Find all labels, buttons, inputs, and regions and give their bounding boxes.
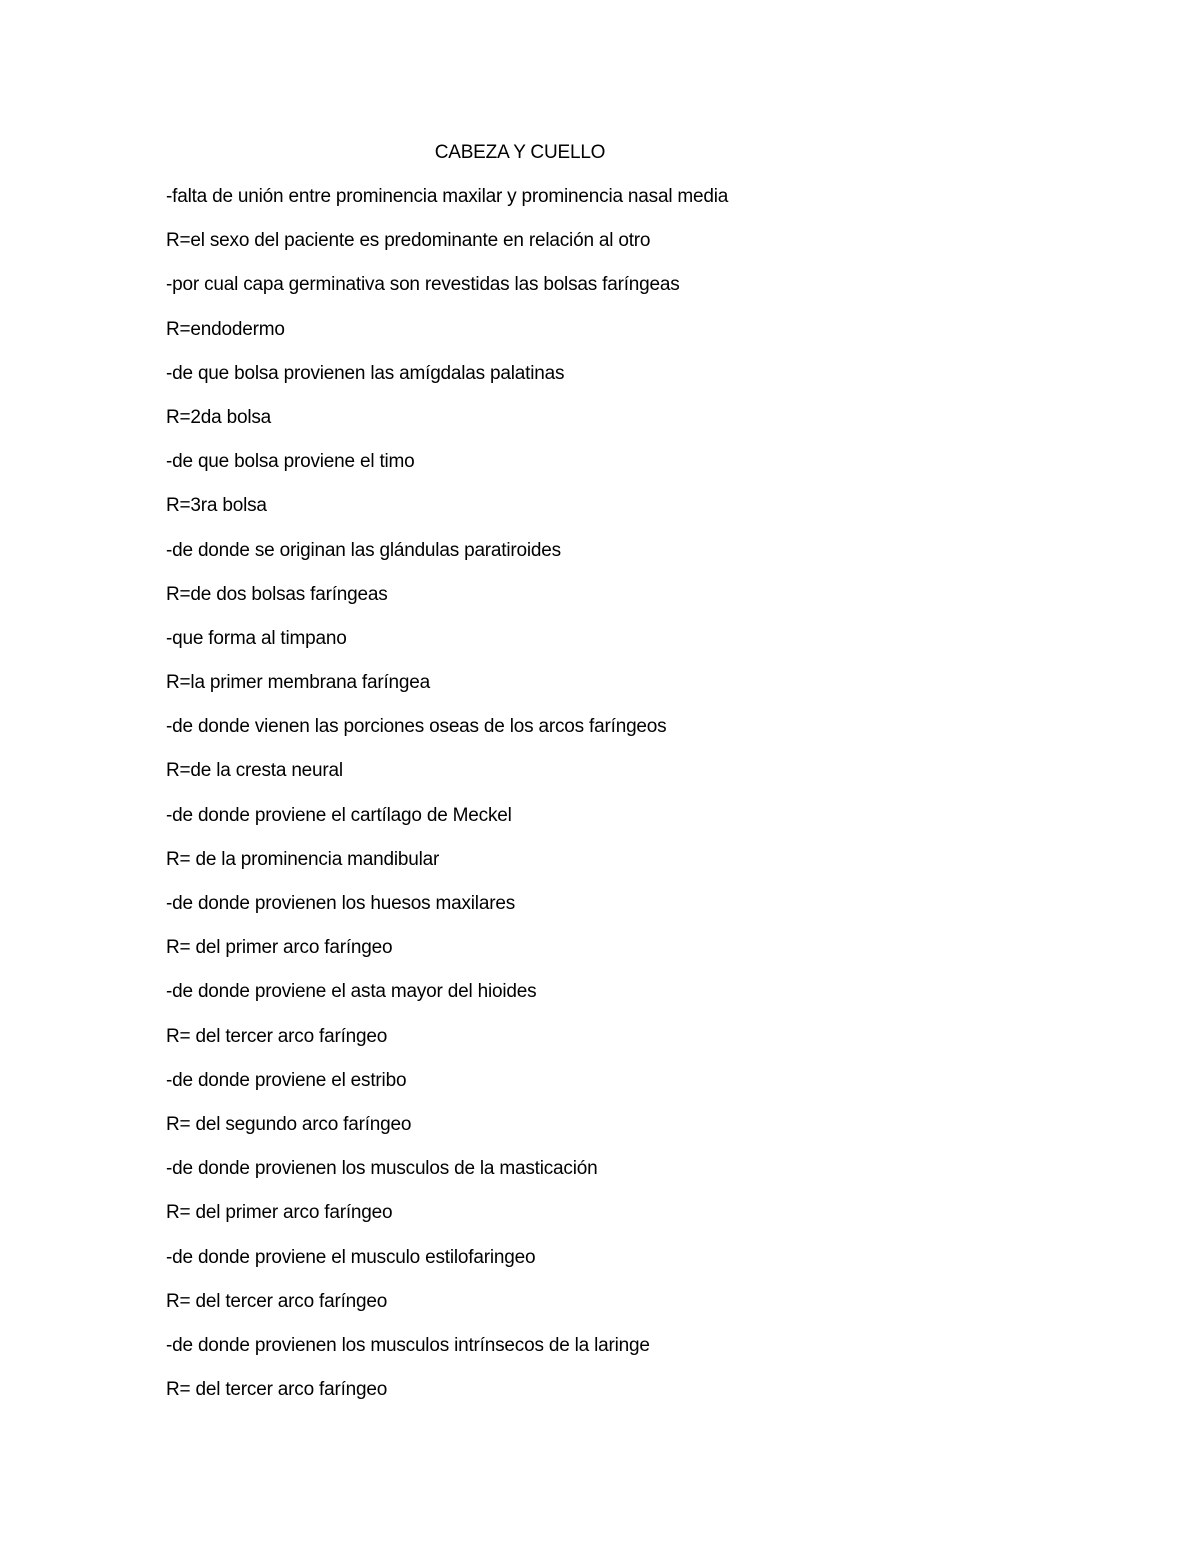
answer-line: R=2da bolsa <box>166 406 272 428</box>
answer-line: R= del primer arco faríngeo <box>166 937 393 959</box>
answer-line: R= del primer arco faríngeo <box>166 1202 393 1224</box>
answer-line: R=3ra bolsa <box>166 495 267 517</box>
answer-line: R= del tercer arco faríngeo <box>166 1290 388 1312</box>
question-line: -que forma al timpano <box>166 627 347 649</box>
question-line: -de donde proviene el musculo estilofaringeo <box>166 1246 536 1268</box>
question-line: -de que bolsa provienen las amígdalas palatinas <box>166 362 565 384</box>
question-line: -falta de unión entre prominencia maxilar y prominencia nasal media <box>166 186 729 207</box>
answer-line: R= de la prominencia mandibular <box>166 848 440 870</box>
question-line: -de donde provienen los musculos intrínsecos de la laringe <box>166 1334 650 1356</box>
document-title: CABEZA Y CUELLO <box>434 142 606 163</box>
question-line: -de donde se originan las glándulas paratiroides <box>166 539 561 561</box>
answer-line: R=la primer membrana faríngea <box>166 672 431 694</box>
answer-line: R=de la cresta neural <box>166 760 343 782</box>
question-line: -de donde vienen las porciones oseas de los arcos faríngeos <box>166 716 667 738</box>
answer-line: R=endodermo <box>166 318 285 340</box>
question-answer-list <box>166 184 728 1421</box>
question-line: -de donde provienen los musculos de la masticación <box>166 1158 598 1180</box>
answer-line: R=de dos bolsas faríngeas <box>166 583 388 605</box>
question-line: -de donde proviene el asta mayor del hioides <box>166 981 537 1003</box>
question-line: -de donde provienen los huesos maxilares <box>166 893 515 914</box>
answer-line: R= del segundo arco faríngeo <box>166 1113 412 1135</box>
answer-line: R=el sexo del paciente es predominante en relación al otro <box>166 230 651 252</box>
question-line: -de que bolsa proviene el timo <box>166 451 415 473</box>
question-line: -de donde proviene el estribo <box>166 1069 407 1091</box>
question-line: -por cual capa germinativa son revestidas las bolsas faríngeas <box>166 274 680 296</box>
answer-line: R= del tercer arco faríngeo <box>166 1379 388 1401</box>
question-line: -de donde proviene el cartílago de Meckel <box>166 804 512 826</box>
answer-line: R= del tercer arco faríngeo <box>166 1025 388 1047</box>
